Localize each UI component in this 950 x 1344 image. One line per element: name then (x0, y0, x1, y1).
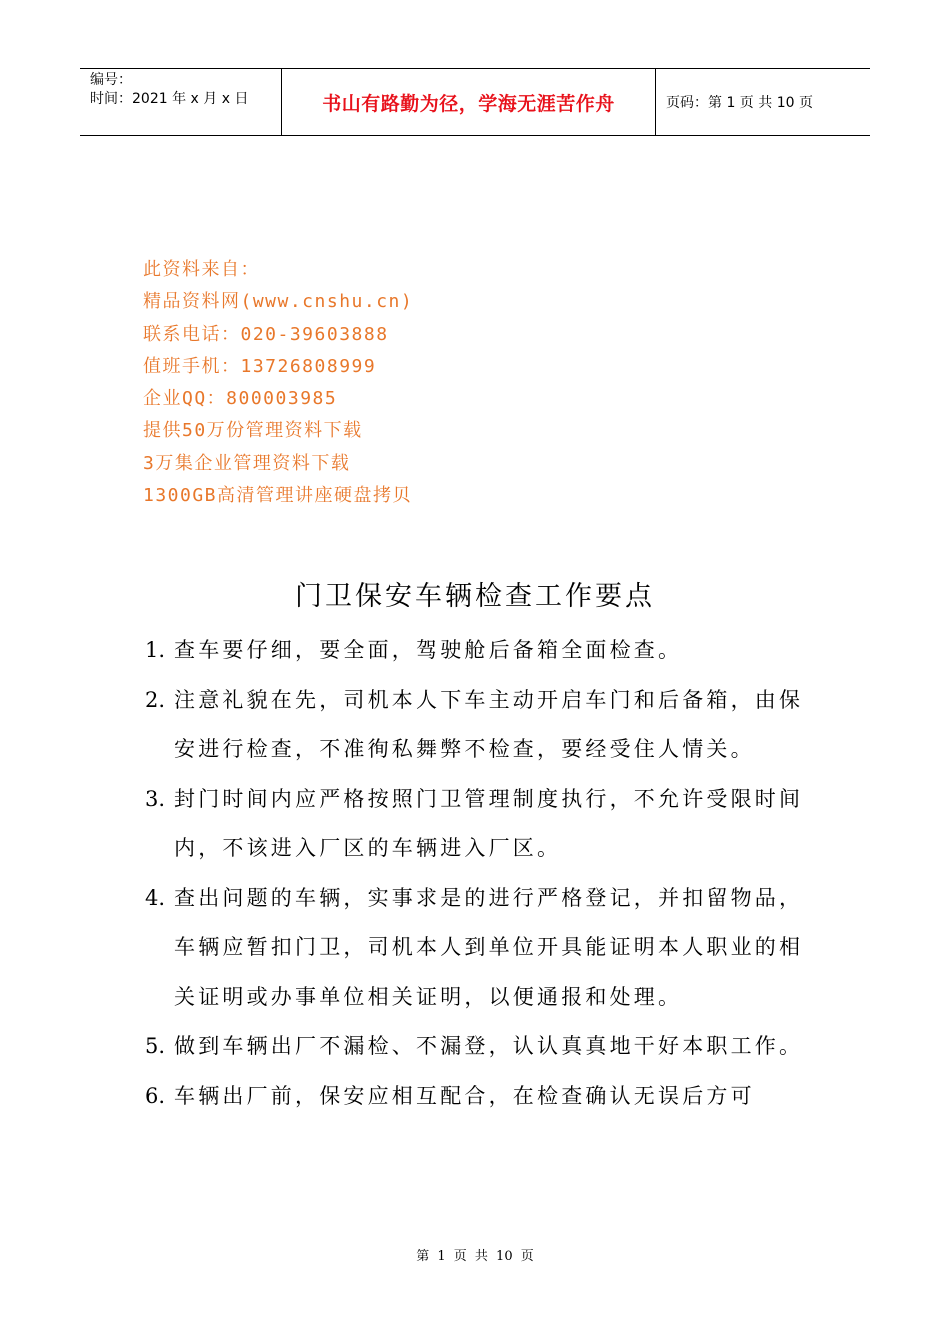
list-item (145, 775, 809, 874)
list-item-number: 4. (145, 885, 166, 910)
list-item-number: 3. (145, 786, 166, 811)
list-item-text: 注意礼貌在先，司机本人下车主动开启车门和后备箱，由保安进行检查，不准徇私舞弊不检查，要经受住人情关。 (174, 687, 804, 761)
list-item-text: 封门时间内应严格按照门卫管理制度执行，不允许受限时间内，不该进入厂区的车辆进入厂区。 (174, 786, 804, 860)
source-line: 3万集企业管理资料下载 (143, 452, 351, 474)
list-item-text: 查车要仔细，要全面，驾驶舱后备箱全面检查。 (174, 638, 683, 662)
source-info-block (143, 254, 413, 512)
list-item (145, 1072, 809, 1122)
source-line: 1300GB高清管理讲座硬盘拷贝 (143, 485, 413, 507)
time-label: 时间：2021 年 x 月 x 日 (90, 91, 249, 107)
source-line: 提供50万份管理资料下载 (143, 420, 363, 442)
list-item-text: 做到车辆出厂不漏检、不漏登，认认真真地干好本职工作。 (174, 1034, 804, 1058)
list-item (145, 874, 809, 1023)
list-item (145, 676, 809, 775)
list-item-text: 查出问题的车辆，实事求是的进行严格登记，并扣留物品，车辆应暂扣门卫，司机本人到单位开具能证明本人职业的相关证明或办事单位相关证明，以便通报和处理。 (174, 885, 804, 1009)
page-footer: 第 1 页 共 10 页 (416, 1249, 534, 1264)
list-item (145, 1022, 809, 1072)
list-item-number: 6. (145, 1083, 166, 1108)
document-title: 门卫保安车辆检查工作要点 (295, 581, 655, 612)
list-item-number: 2. (145, 687, 166, 712)
checklist (145, 626, 809, 1121)
header-motto: 书山有路勤为径，学海无涯苦作舟 (282, 69, 656, 135)
source-line: 联系电话：020-39603888 (143, 323, 389, 345)
source-line: 值班手机：13726808999 (143, 355, 377, 377)
number-label: 编号： (90, 72, 132, 88)
list-item-number: 1. (145, 638, 166, 662)
source-line: 精品资料网(www.cnshu.cn) (143, 291, 414, 313)
list-item-text: 车辆出厂前，保安应相互配合，在检查确认无误后方可 (174, 1083, 755, 1108)
page-header (80, 68, 870, 136)
list-item-number: 5. (145, 1034, 166, 1058)
header-page-info: 页码：第 1 页 共 10 页 (666, 95, 813, 111)
header-meta (80, 69, 282, 135)
list-item (145, 626, 809, 676)
source-line: 此资料来自： (143, 259, 260, 280)
source-line: 企业QQ：800003985 (143, 388, 338, 410)
